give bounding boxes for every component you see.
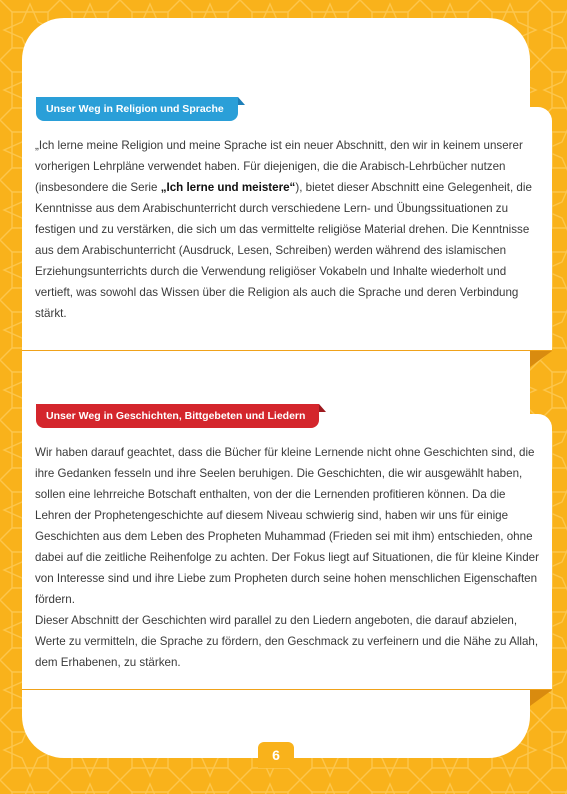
- body-paragraph: Wir haben darauf geachtet, dass die Bücher für kleine Lernende nicht ohne Geschichten sind, die ihre Gedanken fesseln und ihre Seelen beruhigen. Die Geschichten, die wir ausgewählt haben, sollen eine lehrreiche Botschaft enthalten, von der die Lernenden profitieren können. Da die Lehren der Prophetengeschichte auf diesem Niveau schwierig sind, haben wir uns für einige Geschichten aus dem Leben des Propheten Muhammad (Frieden sei mit ihm) entschieden, ohne dabei auf die zeitliche Reihenfolge zu achten. Der Fokus liegt auf Situationen, die für kleine Kinder von Interesse sind und ihre Liebe zum Propheten durch seine hohen menschlichen Eigenschaften fördern.: [35, 446, 539, 606]
- section-title-stories-prayers-songs: Unser Weg in Geschichten, Bittgebeten und Liedern: [36, 404, 319, 428]
- section-body-religion-language: [35, 135, 540, 324]
- section-fold-corner: [530, 351, 552, 367]
- section-title-religion-language: Unser Weg in Religion und Sprache: [36, 97, 238, 121]
- page-number: 6: [258, 742, 294, 768]
- section-body-stories-prayers-songs: [35, 442, 540, 673]
- series-name-bold: „Ich lerne und meistere“: [160, 181, 296, 194]
- body-paragraph: Dieser Abschnitt der Geschichten wird parallel zu den Liedern angeboten, die darauf abzielen, Werte zu vermitteln, die Sprache zu fördern, den Geschmack zu verfeinern und die Nähe zu Allah, dem Erhabenen, zu stärken.: [35, 614, 539, 669]
- body-text-part: ), bietet dieser Abschnitt eine Gelegenheit, die Kenntnisse aus dem Arabischunterricht durch verschiedene Lern- und Übungssituationen zu festigen und zu verstärken, die sich um das vermittelte religiöse Material drehen. Die Kenntnisse aus dem Arabischunterricht (Ausdruck, Lesen, Schreiben) werden während des islamischen Erziehungsunterrichts durch die Verwendung religiöser Vokabeln und Inhalte wiederholt und vertieft, was sowohl das Wissen über die Religion als auch die Sprache und deren Verbindung stärkt.: [35, 181, 532, 320]
- body-text-part: „Ich lerne meine Religion und meine Sprache ist ein neuer Abschnitt, den wir in keinem unserer vorherigen Lehrpläne verwendet haben. Für diejenigen, die die Arabisch-Lehrbücher nutzen (insbesondere die Serie: [35, 139, 523, 194]
- section-fold-corner: [530, 690, 552, 706]
